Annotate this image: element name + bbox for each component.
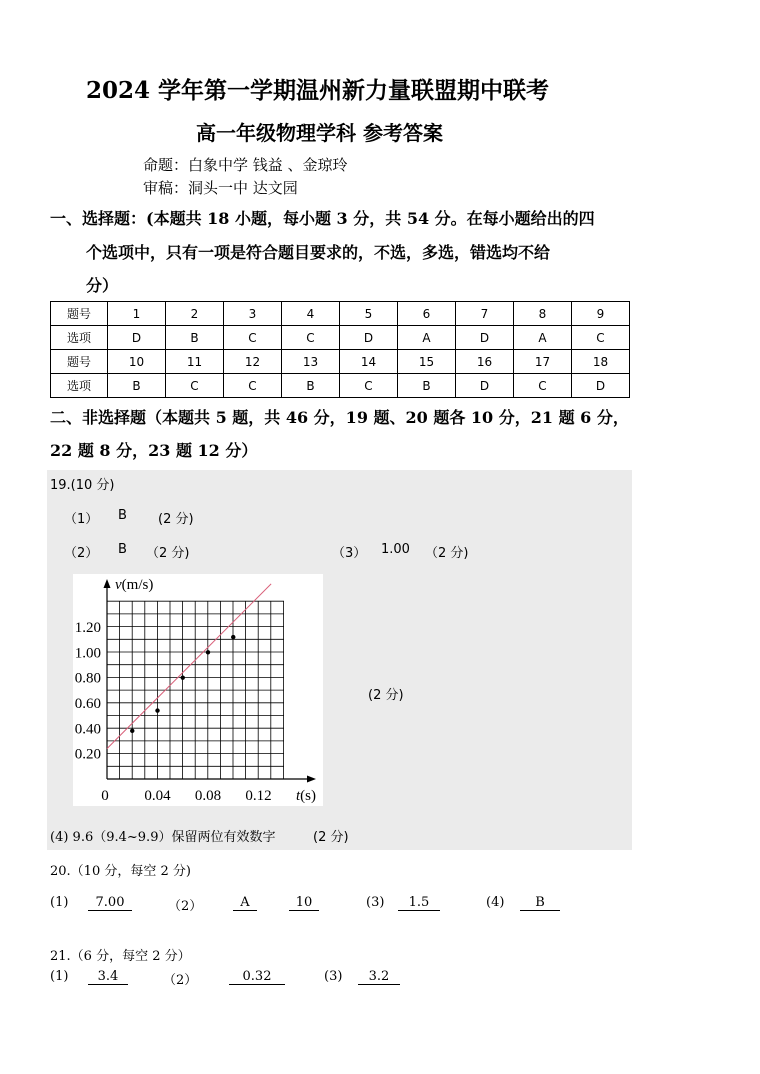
x-axis-arrow bbox=[307, 776, 316, 783]
q20-p4-answer: B bbox=[520, 895, 560, 911]
q21-p3-number: (3) bbox=[324, 969, 343, 984]
q19-graph-score: (2 分) bbox=[368, 688, 404, 703]
q20-p2-answer-a: A bbox=[233, 895, 257, 911]
q20-p4-number: (4) bbox=[486, 895, 505, 910]
answer-table-row-label: 题号 bbox=[51, 302, 108, 326]
answer-option-cell: D bbox=[456, 374, 514, 398]
velocity-time-graph bbox=[73, 574, 323, 806]
section1-heading-line2: 个选项中，只有一项是符合题目要求的，不选，多选，错选均不给 bbox=[86, 243, 551, 262]
answer-option-cell: A bbox=[514, 326, 572, 350]
answer-option-cell: C bbox=[224, 326, 282, 350]
x-tick-label: 0.04 bbox=[144, 788, 171, 804]
question-number-cell: 10 bbox=[108, 350, 166, 374]
q19-p1-number: （1） bbox=[64, 512, 99, 527]
q21-p3-answer: 3.2 bbox=[358, 969, 400, 985]
q19-p3-score: （2 分) bbox=[425, 546, 469, 561]
q20-p1-answer: 7.00 bbox=[88, 895, 132, 911]
answer-option-cell: B bbox=[282, 374, 340, 398]
q19-p2-answer: B bbox=[118, 542, 127, 557]
data-point bbox=[231, 635, 235, 639]
answer-table-row bbox=[51, 326, 630, 350]
q19-label: 19.(10 分) bbox=[50, 478, 115, 493]
q20-p3-number: (3) bbox=[366, 895, 385, 910]
y-tick-label: 0.40 bbox=[74, 721, 101, 738]
answer-option-cell: D bbox=[108, 326, 166, 350]
question-number-cell: 14 bbox=[340, 350, 398, 374]
section1-heading-line3: 分） bbox=[86, 276, 119, 295]
answer-option-cell: C bbox=[514, 374, 572, 398]
question-number-cell: 4 bbox=[282, 302, 340, 326]
answer-table-row-label: 选项 bbox=[51, 326, 108, 350]
q19-p2-number: （2） bbox=[64, 546, 99, 561]
question-number-cell: 8 bbox=[514, 302, 572, 326]
data-point bbox=[181, 675, 185, 679]
y-tick-label: 0.60 bbox=[74, 695, 101, 712]
q21-label: 21.（6 分，每空 2 分） bbox=[50, 949, 191, 964]
x-tick-label: 0.12 bbox=[245, 788, 272, 804]
answer-option-cell: D bbox=[340, 326, 398, 350]
q19-p3-number: （3） bbox=[332, 546, 367, 561]
q21-p2-number: （2） bbox=[163, 973, 198, 988]
y-tick-label: 0.80 bbox=[74, 670, 101, 687]
q20-p2-answer-b: 10 bbox=[289, 895, 319, 911]
question-number-cell: 12 bbox=[224, 350, 282, 374]
page-subtitle: 高一年级物理学科 参考答案 bbox=[196, 121, 443, 145]
answer-option-cell: D bbox=[456, 326, 514, 350]
answer-option-cell: C bbox=[340, 374, 398, 398]
q21-p2-answer: 0.32 bbox=[229, 969, 285, 985]
q21-p1-number: (1) bbox=[50, 969, 69, 984]
x-tick-label: 0.08 bbox=[194, 788, 222, 804]
q20-p3-answer: 1.5 bbox=[398, 895, 440, 911]
y-tick-label: 1.20 bbox=[74, 619, 101, 636]
section2-heading-line1: 二、非选择题（本题共 5 题，共 46 分，19 题、20 题各 10 分，21 题 6 分， bbox=[50, 408, 629, 427]
question-number-cell: 15 bbox=[398, 350, 456, 374]
answer-table-row bbox=[51, 374, 630, 398]
question-number-cell: 5 bbox=[340, 302, 398, 326]
answer-option-cell: C bbox=[572, 326, 630, 350]
question-number-cell: 3 bbox=[224, 302, 282, 326]
q20-label: 20.（10 分，每空 2 分) bbox=[50, 864, 191, 879]
question-number-cell: 1 bbox=[108, 302, 166, 326]
answer-table-row-label: 选项 bbox=[51, 374, 108, 398]
page-title: 2024 学年第一学期温州新力量联盟期中联考 bbox=[86, 77, 550, 104]
q19-p4-score: (2 分) bbox=[313, 830, 349, 845]
x-axis-label: t(s) bbox=[296, 788, 316, 804]
answer-table bbox=[50, 301, 630, 398]
q20-p2-number: （2） bbox=[168, 899, 203, 914]
q19-p1-score: (2 分) bbox=[158, 512, 194, 527]
question-number-cell: 11 bbox=[166, 350, 224, 374]
section1-heading-line1: 一、选择题：(本题共 18 小题，每小题 3 分，共 54 分。在每小题给出的四 bbox=[50, 209, 595, 228]
question-number-cell: 18 bbox=[572, 350, 630, 374]
data-point bbox=[206, 650, 210, 654]
question-number-cell: 7 bbox=[456, 302, 514, 326]
section2-heading-line2: 22 题 8 分，23 题 12 分） bbox=[50, 441, 258, 460]
y-tick-label: 1.00 bbox=[74, 645, 101, 662]
question-number-cell: 17 bbox=[514, 350, 572, 374]
q20-p1-number: (1) bbox=[50, 895, 69, 910]
answer-option-cell: A bbox=[398, 326, 456, 350]
answer-option-cell: D bbox=[572, 374, 630, 398]
answer-option-cell: C bbox=[282, 326, 340, 350]
y-tick-label: 0.20 bbox=[74, 746, 101, 763]
q19-p2-score: （2 分) bbox=[146, 546, 190, 561]
answer-option-cell: C bbox=[224, 374, 282, 398]
best-fit-line bbox=[107, 584, 271, 749]
author-line: 命题：白象中学 钱益 、金琼玲 bbox=[143, 156, 348, 174]
answer-table-row bbox=[51, 302, 630, 326]
question-number-cell: 6 bbox=[398, 302, 456, 326]
y-axis-label: v(m/s) bbox=[115, 577, 154, 593]
q19-p1-answer: B bbox=[118, 508, 127, 523]
q21-p1-answer: 3.4 bbox=[88, 969, 128, 985]
velocity-time-chart bbox=[73, 574, 323, 806]
data-point bbox=[155, 708, 159, 712]
q19-p4-text: (4) 9.6（9.4~9.9）保留两位有效数字 bbox=[50, 830, 276, 845]
answer-option-cell: B bbox=[108, 374, 166, 398]
answer-option-cell: B bbox=[166, 326, 224, 350]
answer-option-cell: C bbox=[166, 374, 224, 398]
data-point bbox=[130, 729, 134, 733]
answer-table-row-label: 题号 bbox=[51, 350, 108, 374]
answer-table-row bbox=[51, 350, 630, 374]
question-number-cell: 9 bbox=[572, 302, 630, 326]
question-number-cell: 16 bbox=[456, 350, 514, 374]
answer-option-cell: B bbox=[398, 374, 456, 398]
q19-p3-answer: 1.00 bbox=[381, 542, 410, 557]
question-number-cell: 13 bbox=[282, 350, 340, 374]
origin-label: 0 bbox=[101, 788, 109, 804]
y-axis-arrow bbox=[104, 579, 111, 588]
review-line: 审稿：洞头一中 达文园 bbox=[143, 179, 298, 197]
question-number-cell: 2 bbox=[166, 302, 224, 326]
